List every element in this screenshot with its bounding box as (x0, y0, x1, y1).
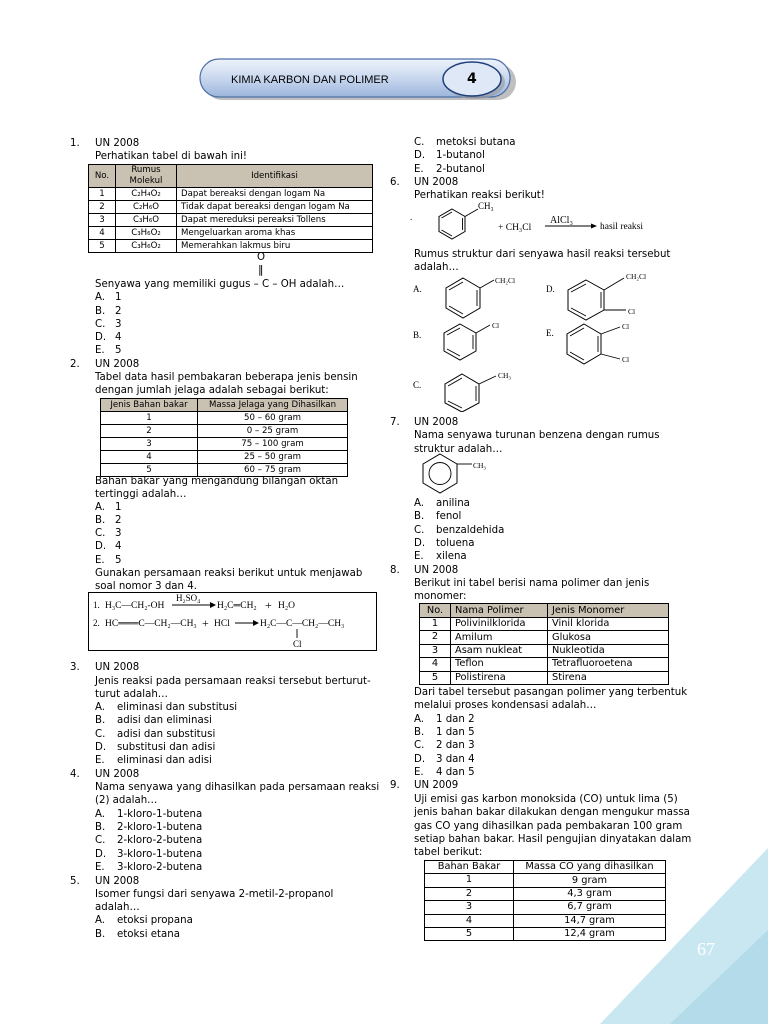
q1-option-b-text: 2 (115, 306, 122, 317)
q8-header-polymer: Nama Polimer (451, 604, 548, 618)
q1-option-e-letter: E. (95, 345, 105, 356)
q2-intro-line1: Tabel data hasil pembakaran beberapa jenis bensin (95, 372, 358, 383)
q3-option-a-text: eliminasi dan substitusi (117, 702, 238, 713)
q1-option-d-text: 4 (115, 332, 122, 343)
q6-option-b: B. (413, 330, 422, 340)
table-cell: 5 (420, 671, 451, 684)
q7-option-a-letter: A. (414, 498, 425, 509)
reaction-2-number: 2. (93, 618, 100, 628)
q9-table (424, 860, 666, 941)
q6-reagent: + CH₃Cl (498, 223, 532, 233)
table-cell: 2 (101, 425, 198, 438)
q9-text-line3: gas CO yang dihasilkan pada pembakaran 100 gram (414, 821, 683, 832)
table-cell: Dapat mereduksi pereaksi Tollens (177, 214, 373, 227)
table-cell: Teflon (451, 658, 548, 671)
table-cell: 2 (420, 631, 451, 644)
q9-number: 9. (390, 780, 400, 791)
q1-number: 1. (70, 138, 80, 149)
table-cell: Memerahkan lakmus biru (177, 240, 373, 253)
benzene-ring-icon (423, 454, 457, 493)
table-cell: 5 (89, 240, 116, 253)
q8-option-e-letter: E. (414, 767, 424, 778)
table-cell: Vinil klorida (548, 618, 669, 631)
q8-option-c-letter: C. (414, 740, 425, 751)
q6-option-e-structure (567, 324, 620, 364)
table-row (89, 188, 373, 201)
table-cell: 1 (420, 618, 451, 631)
page-number: 67 (697, 939, 715, 959)
q6-option-a-substituent: CH₂Cl (495, 276, 516, 285)
table-row (101, 438, 348, 451)
q6-product: hasil reaksi (600, 222, 644, 232)
table-cell: Amilum (451, 631, 548, 644)
table-cell: C₂H₄O₂ (116, 188, 177, 201)
q6-option-c: C. (413, 380, 422, 390)
q4-option-b-text: 2-kloro-1-butena (117, 822, 203, 833)
table-cell: 5 (425, 928, 514, 941)
q4-source: UN 2008 (95, 769, 140, 780)
reaction-1-reactant: H₃C—CH₂-OH (105, 601, 165, 611)
q6-question-line1: Rumus struktur dari senyawa hasil reaksi tersebut (414, 249, 671, 260)
q9-text-line1: Uji emisi gas karbon monoksida (CO) untuk lima (5) (414, 794, 678, 805)
table-row (425, 914, 666, 927)
q2-source: UN 2008 (95, 359, 140, 370)
q7-option-a-text: anilina (436, 498, 470, 509)
table-row (420, 671, 669, 684)
table-row (89, 227, 373, 240)
table-cell: Polistirena (451, 671, 548, 684)
table-cell: 1 (425, 874, 514, 887)
q6-catalyst: AlCl₃ (550, 215, 573, 226)
q5-intro-line2: adalah… (95, 902, 140, 913)
table-cell: 50 – 60 gram (198, 412, 348, 425)
table-cell: 14,7 gram (514, 914, 666, 927)
q7-option-c-letter: C. (414, 525, 425, 536)
reaction-2-hcl: HCl (214, 619, 230, 629)
q3-option-e-text: eliminasi dan adisi (117, 755, 212, 766)
q6-dot: . (410, 212, 413, 222)
table-cell: Dapat bereaksi dengan logam Na (177, 188, 373, 201)
q6-option-c-structure (445, 374, 496, 412)
q8-header-monomer: Jenis Monomer (548, 604, 669, 618)
q1-option-c-text: 3 (115, 319, 122, 330)
q6-methyl-label: CH₃ (478, 201, 494, 211)
q5-option-b-letter: B. (95, 929, 106, 940)
q2-option-c-text: 3 (115, 528, 122, 539)
q3-option-a-letter: A. (95, 702, 106, 713)
q1-structure-oxygen: O (257, 252, 266, 263)
q6-source: UN 2008 (414, 177, 459, 188)
q6-option-d: D. (546, 284, 555, 294)
q1-intro: Perhatikan tabel di bawah ini! (95, 151, 247, 162)
q3-source: UN 2008 (95, 662, 140, 673)
reaction-1-number: 1. (93, 600, 100, 610)
q4-option-a-letter: A. (95, 809, 106, 820)
q8-question-line1: Dari tabel tersebut pasangan polimer yang terbentuk (414, 687, 688, 698)
q6-option-e-substituent-1: Cl (622, 322, 630, 331)
q1-structure-double-bond: ‖ (258, 263, 264, 276)
q7-option-e-letter: E. (414, 551, 424, 562)
reaction-2-arrowhead (253, 620, 259, 626)
q3-option-c-letter: C. (95, 729, 106, 740)
q7-option-d-text: toluena (436, 538, 475, 549)
table-row (420, 658, 669, 671)
table-cell: 75 – 100 gram (198, 438, 348, 451)
q3-option-e-letter: E. (95, 755, 105, 766)
reaction-1-product: H₂C═CH₂ (217, 601, 257, 611)
q5-intro-line1: Isomer fungsi dari senyawa 2-metil-2-propanol (95, 889, 334, 900)
table-cell: 0 – 25 gram (198, 425, 348, 438)
q9-text-line4: setiap bahan bakar. Hasil pengujian dinyatakan dalam (414, 834, 692, 845)
table-cell: C₃H₆O₂ (116, 240, 177, 253)
q4-option-b-letter: B. (95, 822, 106, 833)
reaction-2-product: H₂C—C—CH₂—CH₃ (260, 619, 345, 629)
q8-intro-line1: Berikut ini tabel berisi nama polimer dan jenis (414, 578, 650, 589)
reaction-1-plus: + (265, 598, 272, 612)
q4-number: 4. (70, 769, 80, 780)
table-cell: 5 (101, 464, 198, 477)
table-cell: 1 (89, 188, 116, 201)
q8-option-d-text: 3 dan 4 (436, 754, 475, 765)
q7-intro-line2: struktur adalah… (414, 444, 503, 455)
q5-option-c-letter: C. (414, 137, 425, 148)
q1-option-a-letter: A. (95, 292, 106, 303)
q6-option-e: E. (546, 328, 554, 338)
q6-option-b-substituent: Cl (492, 321, 500, 330)
reaction-1-water: H₂O (278, 601, 296, 611)
q8-table (419, 603, 669, 685)
q8-option-a-letter: A. (414, 714, 425, 725)
table-cell: 2 (89, 201, 116, 214)
q8-option-c-text: 2 dan 3 (436, 740, 475, 751)
table-cell: 6,7 gram (514, 901, 666, 914)
q4-option-d-letter: D. (95, 849, 107, 860)
q8-source: UN 2008 (414, 565, 459, 576)
q6-option-d-substituent-1: CH₂Cl (626, 272, 647, 281)
q6-option-d-structure (568, 278, 626, 320)
q3-option-d-text: substitusi dan adisi (117, 742, 216, 753)
q1-header-no: No. (89, 165, 116, 188)
q7-intro-line1: Nama senyawa turunan benzena dengan rumus (414, 430, 660, 441)
q2-question-line1: Bahan bakar yang mengandung bilangan oktan (95, 476, 339, 487)
table-cell: Asam nukleat (451, 644, 548, 657)
table-cell: Mengeluarkan aroma khas (177, 227, 373, 240)
q5-option-a-letter: A. (95, 915, 106, 926)
q1-source: UN 2008 (95, 138, 140, 149)
q8-intro-line2: monomer: (414, 591, 467, 602)
table-cell: 4,3 gram (514, 887, 666, 900)
table-cell: Tidak dapat bereaksi dengan logam Na (177, 201, 373, 214)
q6-option-b-structure (444, 324, 490, 360)
q2-intro-line2: dengan jumlah jelaga adalah sebagai berikut: (95, 385, 329, 396)
q3-option-c-text: adisi dan substitusi (117, 729, 216, 740)
q1-question: Senyawa yang memiliki gugus – C – OH adalah… (95, 279, 345, 290)
table-row (89, 201, 373, 214)
q2-option-d-text: 4 (115, 541, 122, 552)
q4-option-d-text: 3-kloro-1-butena (117, 849, 203, 860)
q7-methyl-label: CH₃ (473, 461, 487, 470)
q5-option-e-text: 2-butanol (436, 164, 485, 175)
table-cell: 1 (101, 412, 198, 425)
table-row (101, 425, 348, 438)
q2-option-b-text: 2 (115, 515, 122, 526)
benzene-ring-icon (439, 209, 465, 239)
reaction-2-reactant: HC═══C—CH₂—CH₃ (105, 619, 197, 629)
table-cell: Nukleotida (548, 644, 669, 657)
q3-option-b-letter: B. (95, 715, 106, 726)
table-row (425, 887, 666, 900)
q6-question-line2: adalah… (414, 262, 459, 273)
q5-option-a-text: etoksi propana (117, 915, 193, 926)
q1-option-c-letter: C. (95, 319, 106, 330)
table-cell: 9 gram (514, 874, 666, 887)
q5-number: 5. (70, 876, 80, 887)
q6-option-a-structure (446, 278, 494, 318)
table-cell: 12,4 gram (514, 928, 666, 941)
q2-option-e-letter: E. (95, 555, 105, 566)
q7-option-b-letter: B. (414, 511, 425, 522)
q8-question-line2: melalui proses kondensasi adalah… (414, 700, 597, 711)
table-cell: 2 (425, 887, 514, 900)
q7-structure (412, 452, 502, 494)
table-row (89, 214, 373, 227)
q4-option-e-letter: E. (95, 862, 105, 873)
q2-table (100, 398, 348, 477)
table-cell: 3 (420, 644, 451, 657)
q1-option-b-letter: B. (95, 306, 106, 317)
header-title: KIMIA KARBON DAN POLIMER (231, 74, 389, 86)
q1-option-d-letter: D. (95, 332, 107, 343)
table-cell: C₃H₆O (116, 214, 177, 227)
q4-option-e-text: 3-kloro-2-butena (117, 862, 203, 873)
q6-number: 6. (390, 177, 400, 188)
q7-option-e-text: xilena (436, 551, 467, 562)
q1-header-identification: Identifikasi (177, 165, 373, 188)
table-cell: 4 (101, 451, 198, 464)
reaction-1-arrowhead (210, 602, 216, 608)
q3-number: 3. (70, 662, 80, 673)
q2-option-b-letter: B. (95, 515, 106, 526)
table-cell: C₃H₆O₂ (116, 227, 177, 240)
table-row (420, 644, 669, 657)
reaction-1-catalyst: H₂SO₄ (176, 593, 201, 603)
q8-number: 8. (390, 565, 400, 576)
table-cell: 3 (425, 901, 514, 914)
table-cell: Glukosa (548, 631, 669, 644)
q8-option-d-letter: D. (414, 754, 426, 765)
chapter-number: 4 (467, 71, 477, 87)
q9-text-line5: tabel berikut: (414, 847, 483, 858)
q7-number: 7. (390, 417, 400, 428)
table-cell: Tetrafluoroetena (548, 658, 669, 671)
table-row (101, 451, 348, 464)
q4-intro-line1: Nama senyawa yang dihasilkan pada persamaan reaksi (95, 782, 380, 793)
table-cell: 4 (425, 914, 514, 927)
table-cell: 25 – 50 gram (198, 451, 348, 464)
table-cell: Polivinilklorida (451, 618, 548, 631)
table-cell: 3 (89, 214, 116, 227)
table-row (425, 901, 666, 914)
q8-option-b-text: 1 dan 5 (436, 727, 475, 738)
q6-options-structures (408, 270, 698, 412)
table-row (425, 874, 666, 887)
q8-header-no: No. (420, 604, 451, 618)
q1-option-a-text: 1 (115, 292, 122, 303)
q3-intro-line2: turut adalah… (95, 689, 168, 700)
q5-option-b-text: etoksi etana (117, 929, 180, 940)
table-cell: 60 – 75 gram (198, 464, 348, 477)
q6-reaction-scheme (408, 200, 678, 246)
reaction-equations (88, 592, 378, 652)
q2-option-e-text: 5 (115, 555, 122, 566)
q5-source: UN 2008 (95, 876, 140, 887)
q3-option-d-letter: D. (95, 742, 107, 753)
q5-option-d-text: 1-butanol (436, 150, 485, 161)
q6-intro: Perhatikan reaksi berikut! (414, 190, 545, 201)
q2-header-soot: Massa Jelaga yang Dihasilkan (198, 399, 348, 412)
q6-option-e-substituent-2: Cl (622, 355, 630, 364)
q3-option-b-text: adisi dan eliminasi (117, 715, 212, 726)
q7-source: UN 2008 (414, 417, 459, 428)
q8-option-e-text: 4 dan 5 (436, 767, 475, 778)
table-row (425, 928, 666, 941)
q5-option-c-text: metoksi butana (436, 137, 516, 148)
reaction-intro-line1: Gunakan persamaan reaksi berikut untuk menjawab (95, 568, 363, 579)
q5-option-e-letter: E. (414, 164, 424, 175)
table-row (420, 618, 669, 631)
q5-option-d-letter: D. (414, 150, 426, 161)
q4-option-a-text: 1-kloro-1-butena (117, 809, 203, 820)
q6-option-a: A. (413, 284, 422, 294)
q2-option-a-text: 1 (115, 502, 122, 513)
q7-option-c-text: benzaldehida (436, 525, 505, 536)
table-cell: C₂H₆O (116, 201, 177, 214)
q6-option-d-substituent-2: Cl (628, 307, 636, 316)
reaction-2-chlorine: Cl (293, 639, 302, 649)
q7-option-b-text: fenol (436, 511, 462, 522)
q4-intro-line2: (2) adalah… (95, 795, 158, 806)
q9-source: UN 2009 (414, 780, 459, 791)
q9-header-co-mass: Massa CO yang dihasilkan (514, 861, 666, 874)
q6-option-c-substituent: CH₃ (498, 371, 512, 380)
q2-option-a-letter: A. (95, 502, 106, 513)
table-cell: 4 (89, 227, 116, 240)
q2-header-fuel: Jenis Bahan bakar (101, 399, 198, 412)
q2-option-d-letter: D. (95, 541, 107, 552)
q2-number: 2. (70, 359, 80, 370)
table-cell: Stirena (548, 671, 669, 684)
reaction-intro-line2: soal nomor 3 dan 4. (95, 581, 197, 592)
table-cell: 3 (101, 438, 198, 451)
q9-text-line2: jenis bahan bakar dilakukan dengan mengukur massa (414, 807, 690, 818)
q1-header-formula: Rumus Molekul (116, 165, 177, 188)
q2-option-c-letter: C. (95, 528, 106, 539)
q9-header-fuel: Bahan Bakar (425, 861, 514, 874)
q7-option-d-letter: D. (414, 538, 426, 549)
table-row (89, 240, 373, 253)
q8-option-b-letter: B. (414, 727, 425, 738)
q1-table (88, 164, 373, 253)
q3-intro-line1: Jenis reaksi pada persamaan reaksi tersebut berturut- (95, 676, 371, 687)
q1-option-e-text: 5 (115, 345, 122, 356)
reaction-2-plus: + (202, 616, 209, 630)
q2-question-line2: tertinggi adalah… (95, 489, 187, 500)
q4-option-c-letter: C. (95, 835, 106, 846)
table-row (101, 412, 348, 425)
q4-option-c-text: 2-kloro-2-butena (117, 835, 203, 846)
q8-option-a-text: 1 dan 2 (436, 714, 475, 725)
table-cell: 4 (420, 658, 451, 671)
table-row (420, 631, 669, 644)
